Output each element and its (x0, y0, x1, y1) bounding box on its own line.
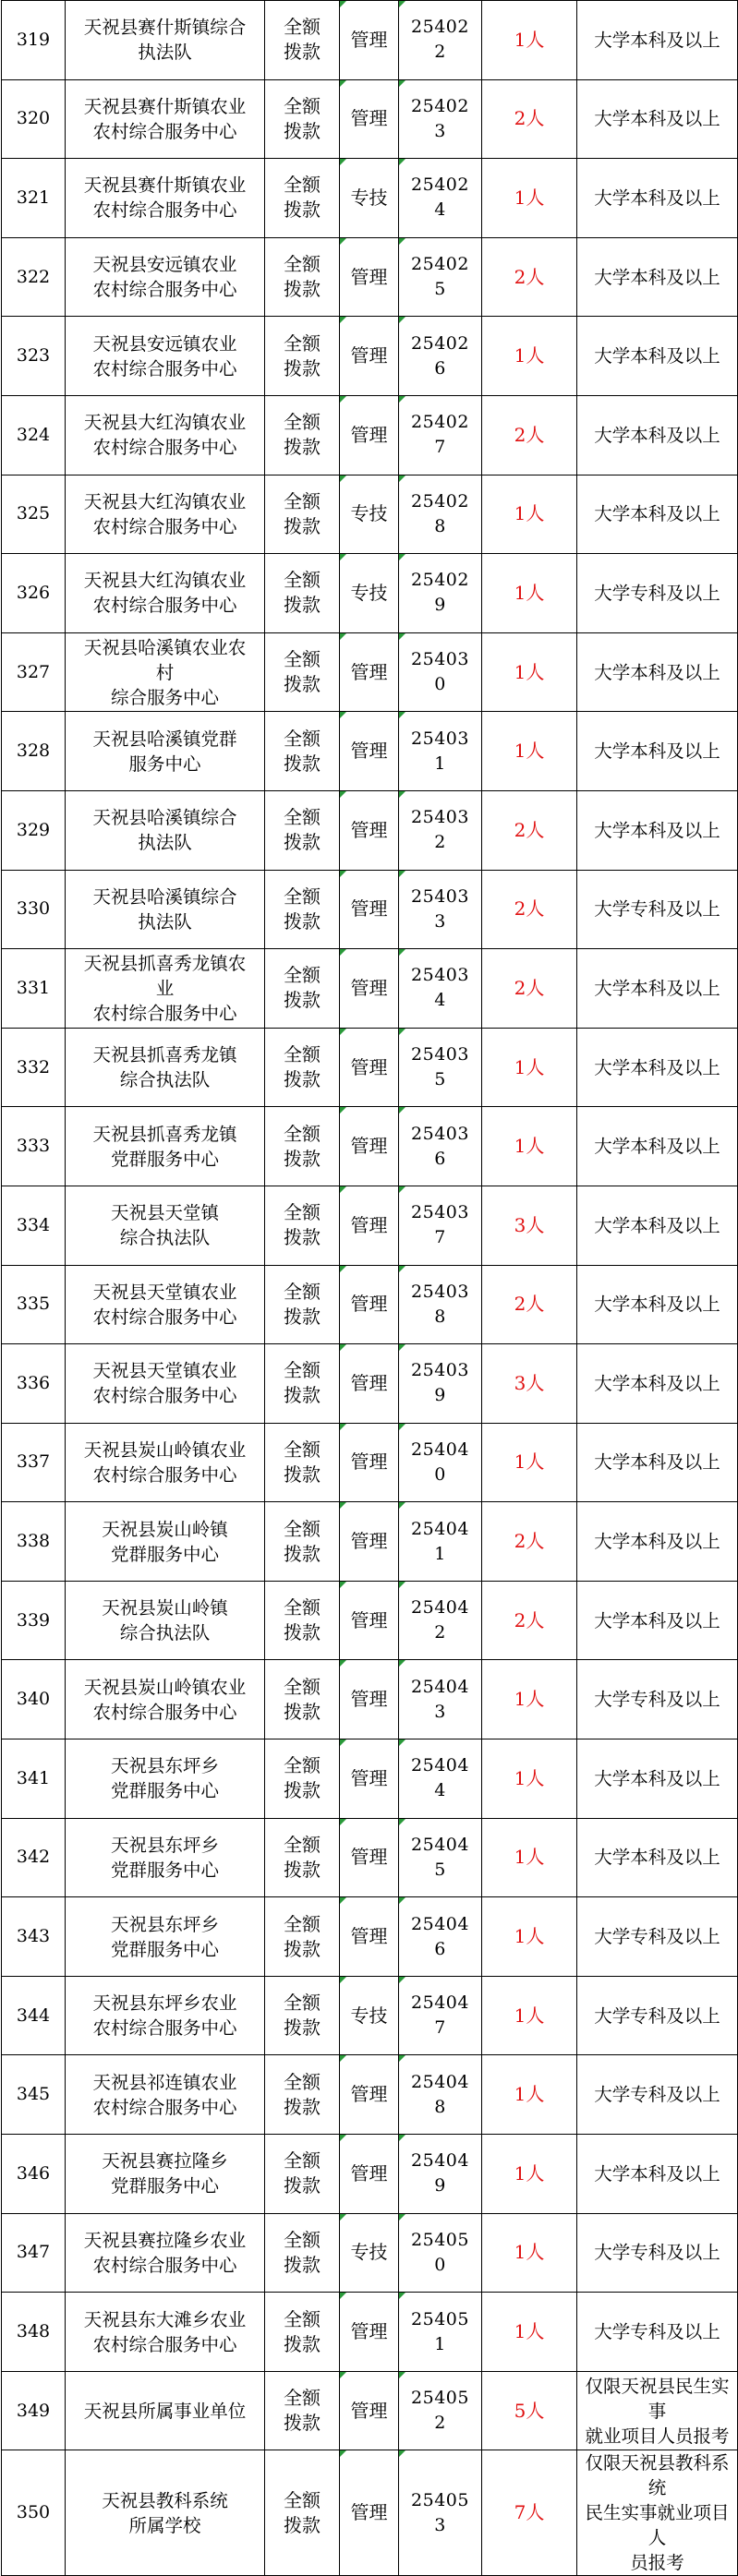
post-code: 25405 1 (399, 2293, 482, 2372)
funding-type: 全额 拨款 (265, 712, 340, 791)
row-number: 330 (2, 870, 66, 949)
post-code: 25405 3 (399, 2450, 482, 2576)
post-category: 管理 (340, 1186, 399, 1265)
row-number: 349 (2, 2371, 66, 2450)
education-requirement: 大学本科及以上 (577, 1818, 738, 1897)
headcount: 2人 (482, 1265, 577, 1344)
row-number: 322 (2, 237, 66, 317)
employer-unit: 天祝县大红沟镇农业 农村综合服务中心 (66, 475, 265, 554)
post-code: 25404 8 (399, 2055, 482, 2135)
employer-unit: 天祝县炭山岭镇 综合执法队 (66, 1581, 265, 1660)
row-number: 348 (2, 2293, 66, 2372)
post-code: 25404 7 (399, 1976, 482, 2055)
education-requirement: 大学本科及以上 (577, 317, 738, 396)
table-row (2, 1107, 738, 1186)
education-requirement: 大学本科及以上 (577, 1265, 738, 1344)
employer-unit: 天祝县赛拉隆乡 党群服务中心 (66, 2135, 265, 2214)
post-category: 管理 (340, 2135, 399, 2214)
post-category: 管理 (340, 1344, 399, 1424)
post-code: 25402 5 (399, 237, 482, 317)
table-row (2, 237, 738, 317)
education-requirement: 大学本科及以上 (577, 1, 738, 80)
table-row (2, 1, 738, 80)
row-number: 324 (2, 395, 66, 475)
employer-unit: 天祝县哈溪镇综合 执法队 (66, 790, 265, 870)
row-number: 319 (2, 1, 66, 80)
table-row (2, 1818, 738, 1897)
education-requirement: 大学本科及以上 (577, 790, 738, 870)
education-requirement: 大学本科及以上 (577, 949, 738, 1029)
table-row (2, 632, 738, 712)
employer-unit: 天祝县教科系统 所属学校 (66, 2450, 265, 2576)
headcount: 2人 (482, 1502, 577, 1582)
headcount: 1人 (482, 1818, 577, 1897)
funding-type: 全额 拨款 (265, 1423, 340, 1502)
education-requirement: 大学本科及以上 (577, 1028, 738, 1107)
recruitment-table (1, 0, 738, 2576)
employer-unit: 天祝县安远镇农业 农村综合服务中心 (66, 237, 265, 317)
headcount: 1人 (482, 1739, 577, 1819)
headcount: 1人 (482, 2293, 577, 2372)
table-row (2, 159, 738, 238)
post-category: 管理 (340, 870, 399, 949)
employer-unit: 天祝县大红沟镇农业 农村综合服务中心 (66, 554, 265, 633)
funding-type: 全额 拨款 (265, 159, 340, 238)
headcount: 2人 (482, 870, 577, 949)
table-row (2, 2450, 738, 2576)
post-category: 管理 (340, 1028, 399, 1107)
education-requirement: 大学本科及以上 (577, 1502, 738, 1582)
headcount: 1人 (482, 632, 577, 712)
education-requirement: 大学本科及以上 (577, 632, 738, 712)
funding-type: 全额 拨款 (265, 475, 340, 554)
funding-type: 全额 拨款 (265, 1897, 340, 1977)
funding-type: 全额 拨款 (265, 2293, 340, 2372)
employer-unit: 天祝县哈溪镇综合 执法队 (66, 870, 265, 949)
post-code: 25403 7 (399, 1186, 482, 1265)
post-code: 25402 4 (399, 159, 482, 238)
row-number: 329 (2, 790, 66, 870)
row-number: 344 (2, 1976, 66, 2055)
education-requirement: 大学本科及以上 (577, 1107, 738, 1186)
employer-unit: 天祝县祁连镇农业 农村综合服务中心 (66, 2055, 265, 2135)
post-code: 25403 0 (399, 632, 482, 712)
row-number: 346 (2, 2135, 66, 2214)
post-category: 管理 (340, 1, 399, 80)
headcount: 2人 (482, 949, 577, 1029)
headcount: 1人 (482, 554, 577, 633)
headcount: 1人 (482, 712, 577, 791)
education-requirement: 仅限天祝县民生实事 就业项目人员报考 (577, 2371, 738, 2450)
employer-unit: 天祝县天堂镇农业 农村综合服务中心 (66, 1265, 265, 1344)
row-number: 334 (2, 1186, 66, 1265)
post-category: 管理 (340, 1265, 399, 1344)
education-requirement: 大学本科及以上 (577, 395, 738, 475)
headcount: 1人 (482, 1897, 577, 1977)
headcount: 1人 (482, 2213, 577, 2293)
education-requirement: 大学本科及以上 (577, 712, 738, 791)
headcount: 1人 (482, 2135, 577, 2214)
post-code: 25404 4 (399, 1739, 482, 1819)
post-category: 专技 (340, 1976, 399, 2055)
row-number: 345 (2, 2055, 66, 2135)
funding-type: 全额 拨款 (265, 2213, 340, 2293)
funding-type: 全额 拨款 (265, 1502, 340, 1582)
headcount: 2人 (482, 79, 577, 159)
headcount: 3人 (482, 1186, 577, 1265)
funding-type: 全额 拨款 (265, 1976, 340, 2055)
funding-type: 全额 拨款 (265, 1, 340, 80)
table-row (2, 1028, 738, 1107)
post-code: 25403 4 (399, 949, 482, 1029)
funding-type: 全额 拨款 (265, 1186, 340, 1265)
row-number: 332 (2, 1028, 66, 1107)
employer-unit: 天祝县炭山岭镇 党群服务中心 (66, 1502, 265, 1582)
post-code: 25404 1 (399, 1502, 482, 1582)
row-number: 343 (2, 1897, 66, 1977)
employer-unit: 天祝县哈溪镇党群 服务中心 (66, 712, 265, 791)
post-code: 25402 9 (399, 554, 482, 633)
education-requirement: 大学本科及以上 (577, 159, 738, 238)
education-requirement: 大学本科及以上 (577, 1344, 738, 1424)
table-row (2, 554, 738, 633)
education-requirement: 大学专科及以上 (577, 1660, 738, 1739)
table-row (2, 2371, 738, 2450)
post-code: 25404 3 (399, 1660, 482, 1739)
post-category: 专技 (340, 2213, 399, 2293)
employer-unit: 天祝县赛什斯镇农业 农村综合服务中心 (66, 159, 265, 238)
employer-unit: 天祝县炭山岭镇农业 农村综合服务中心 (66, 1423, 265, 1502)
post-code: 25403 9 (399, 1344, 482, 1424)
post-code: 25404 9 (399, 2135, 482, 2214)
post-code: 25404 2 (399, 1581, 482, 1660)
row-number: 339 (2, 1581, 66, 1660)
funding-type: 全额 拨款 (265, 870, 340, 949)
education-requirement: 大学本科及以上 (577, 1581, 738, 1660)
headcount: 2人 (482, 790, 577, 870)
row-number: 341 (2, 1739, 66, 1819)
row-number: 325 (2, 475, 66, 554)
post-code: 25402 6 (399, 317, 482, 396)
post-category: 管理 (340, 317, 399, 396)
post-category: 管理 (340, 1502, 399, 1582)
table-row (2, 395, 738, 475)
table-row (2, 2135, 738, 2214)
education-requirement: 大学本科及以上 (577, 79, 738, 159)
headcount: 2人 (482, 237, 577, 317)
headcount: 7人 (482, 2450, 577, 2576)
post-category: 管理 (340, 2055, 399, 2135)
education-requirement: 大学本科及以上 (577, 475, 738, 554)
education-requirement: 大学本科及以上 (577, 237, 738, 317)
post-category: 管理 (340, 1581, 399, 1660)
row-number: 342 (2, 1818, 66, 1897)
row-number: 336 (2, 1344, 66, 1424)
row-number: 347 (2, 2213, 66, 2293)
row-number: 340 (2, 1660, 66, 1739)
headcount: 1人 (482, 1107, 577, 1186)
post-category: 专技 (340, 159, 399, 238)
post-category: 管理 (340, 1818, 399, 1897)
funding-type: 全额 拨款 (265, 237, 340, 317)
table-row (2, 712, 738, 791)
funding-type: 全额 拨款 (265, 395, 340, 475)
funding-type: 全额 拨款 (265, 1739, 340, 1819)
post-code: 25402 3 (399, 79, 482, 159)
post-category: 管理 (340, 1739, 399, 1819)
post-code: 25403 2 (399, 790, 482, 870)
employer-unit: 天祝县东坪乡 党群服务中心 (66, 1897, 265, 1977)
post-category: 管理 (340, 2450, 399, 2576)
headcount: 5人 (482, 2371, 577, 2450)
post-code: 25403 5 (399, 1028, 482, 1107)
table-row (2, 2055, 738, 2135)
table-row (2, 1976, 738, 2055)
row-number: 333 (2, 1107, 66, 1186)
funding-type: 全额 拨款 (265, 2055, 340, 2135)
table-row (2, 790, 738, 870)
post-category: 管理 (340, 395, 399, 475)
education-requirement: 大学专科及以上 (577, 1976, 738, 2055)
employer-unit: 天祝县炭山岭镇农业 农村综合服务中心 (66, 1660, 265, 1739)
table-row (2, 949, 738, 1029)
headcount: 1人 (482, 1423, 577, 1502)
funding-type: 全额 拨款 (265, 1581, 340, 1660)
row-number: 327 (2, 632, 66, 712)
funding-type: 全额 拨款 (265, 949, 340, 1029)
table-row (2, 317, 738, 396)
table-row (2, 1423, 738, 1502)
post-code: 25403 6 (399, 1107, 482, 1186)
funding-type: 全额 拨款 (265, 79, 340, 159)
post-code: 25404 0 (399, 1423, 482, 1502)
row-number: 338 (2, 1502, 66, 1582)
funding-type: 全额 拨款 (265, 1818, 340, 1897)
post-code: 25404 5 (399, 1818, 482, 1897)
employer-unit: 天祝县安远镇农业 农村综合服务中心 (66, 317, 265, 396)
headcount: 3人 (482, 1344, 577, 1424)
row-number: 350 (2, 2450, 66, 2576)
employer-unit: 天祝县东坪乡 党群服务中心 (66, 1739, 265, 1819)
education-requirement: 大学专科及以上 (577, 870, 738, 949)
post-category: 管理 (340, 949, 399, 1029)
post-code: 25404 6 (399, 1897, 482, 1977)
funding-type: 全额 拨款 (265, 1107, 340, 1186)
employer-unit: 天祝县抓喜秀龙镇 综合执法队 (66, 1028, 265, 1107)
post-code: 25402 8 (399, 475, 482, 554)
headcount: 1人 (482, 475, 577, 554)
post-category: 管理 (340, 2293, 399, 2372)
table-row (2, 2293, 738, 2372)
row-number: 337 (2, 1423, 66, 1502)
employer-unit: 天祝县天堂镇 综合执法队 (66, 1186, 265, 1265)
funding-type: 全额 拨款 (265, 317, 340, 396)
table-row (2, 1186, 738, 1265)
employer-unit: 天祝县抓喜秀龙镇 党群服务中心 (66, 1107, 265, 1186)
table-row (2, 1265, 738, 1344)
post-category: 管理 (340, 712, 399, 791)
employer-unit: 天祝县赛拉隆乡农业 农村综合服务中心 (66, 2213, 265, 2293)
table-row (2, 1581, 738, 1660)
headcount: 2人 (482, 395, 577, 475)
employer-unit: 天祝县东坪乡农业 农村综合服务中心 (66, 1976, 265, 2055)
post-category: 管理 (340, 1107, 399, 1186)
table-row (2, 2213, 738, 2293)
post-category: 管理 (340, 1423, 399, 1502)
education-requirement: 大学本科及以上 (577, 1423, 738, 1502)
table-row (2, 1502, 738, 1582)
post-code: 25405 2 (399, 2371, 482, 2450)
headcount: 1人 (482, 159, 577, 238)
table-row (2, 870, 738, 949)
employer-unit: 天祝县抓喜秀龙镇农 业 农村综合服务中心 (66, 949, 265, 1029)
education-requirement: 大学专科及以上 (577, 2055, 738, 2135)
table-row (2, 1344, 738, 1424)
table-row (2, 1660, 738, 1739)
post-code: 25402 7 (399, 395, 482, 475)
funding-type: 全额 拨款 (265, 2450, 340, 2576)
post-code: 25402 2 (399, 1, 482, 80)
education-requirement: 大学本科及以上 (577, 2135, 738, 2214)
row-number: 335 (2, 1265, 66, 1344)
employer-unit: 天祝县东坪乡 党群服务中心 (66, 1818, 265, 1897)
post-category: 管理 (340, 2371, 399, 2450)
education-requirement: 大学专科及以上 (577, 2213, 738, 2293)
headcount: 1人 (482, 1976, 577, 2055)
employer-unit: 天祝县天堂镇农业 农村综合服务中心 (66, 1344, 265, 1424)
table-row (2, 1739, 738, 1819)
employer-unit: 天祝县东大滩乡农业 农村综合服务中心 (66, 2293, 265, 2372)
headcount: 1人 (482, 1028, 577, 1107)
employer-unit: 天祝县哈溪镇农业农 村 综合服务中心 (66, 632, 265, 712)
headcount: 1人 (482, 1, 577, 80)
post-category: 专技 (340, 554, 399, 633)
education-requirement: 大学本科及以上 (577, 1186, 738, 1265)
post-code: 25403 1 (399, 712, 482, 791)
post-category: 专技 (340, 475, 399, 554)
employer-unit: 天祝县大红沟镇农业 农村综合服务中心 (66, 395, 265, 475)
headcount: 1人 (482, 2055, 577, 2135)
table-row (2, 79, 738, 159)
funding-type: 全额 拨款 (265, 1660, 340, 1739)
row-number: 328 (2, 712, 66, 791)
funding-type: 全额 拨款 (265, 1028, 340, 1107)
row-number: 331 (2, 949, 66, 1029)
post-code: 25405 0 (399, 2213, 482, 2293)
education-requirement: 大学专科及以上 (577, 2293, 738, 2372)
funding-type: 全额 拨款 (265, 790, 340, 870)
post-category: 管理 (340, 237, 399, 317)
employer-unit: 天祝县所属事业单位 (66, 2371, 265, 2450)
table-row (2, 475, 738, 554)
employer-unit: 天祝县赛什斯镇农业 农村综合服务中心 (66, 79, 265, 159)
row-number: 320 (2, 79, 66, 159)
post-category: 管理 (340, 79, 399, 159)
post-category: 管理 (340, 1897, 399, 1977)
employer-unit: 天祝县赛什斯镇综合 执法队 (66, 1, 265, 80)
funding-type: 全额 拨款 (265, 1344, 340, 1424)
row-number: 321 (2, 159, 66, 238)
education-requirement: 大学专科及以上 (577, 554, 738, 633)
headcount: 1人 (482, 317, 577, 396)
post-code: 25403 8 (399, 1265, 482, 1344)
headcount: 2人 (482, 1581, 577, 1660)
funding-type: 全额 拨款 (265, 2371, 340, 2450)
post-category: 管理 (340, 1660, 399, 1739)
post-code: 25403 3 (399, 870, 482, 949)
post-category: 管理 (340, 632, 399, 712)
table-row (2, 1897, 738, 1977)
education-requirement: 大学专科及以上 (577, 1897, 738, 1977)
education-requirement: 大学本科及以上 (577, 1739, 738, 1819)
funding-type: 全额 拨款 (265, 554, 340, 633)
row-number: 326 (2, 554, 66, 633)
post-category: 管理 (340, 790, 399, 870)
education-requirement: 仅限天祝县教科系统 民生实事就业项目人 员报考 (577, 2450, 738, 2576)
row-number: 323 (2, 317, 66, 396)
funding-type: 全额 拨款 (265, 2135, 340, 2214)
headcount: 1人 (482, 1660, 577, 1739)
table-body (2, 1, 738, 2576)
funding-type: 全额 拨款 (265, 1265, 340, 1344)
funding-type: 全额 拨款 (265, 632, 340, 712)
